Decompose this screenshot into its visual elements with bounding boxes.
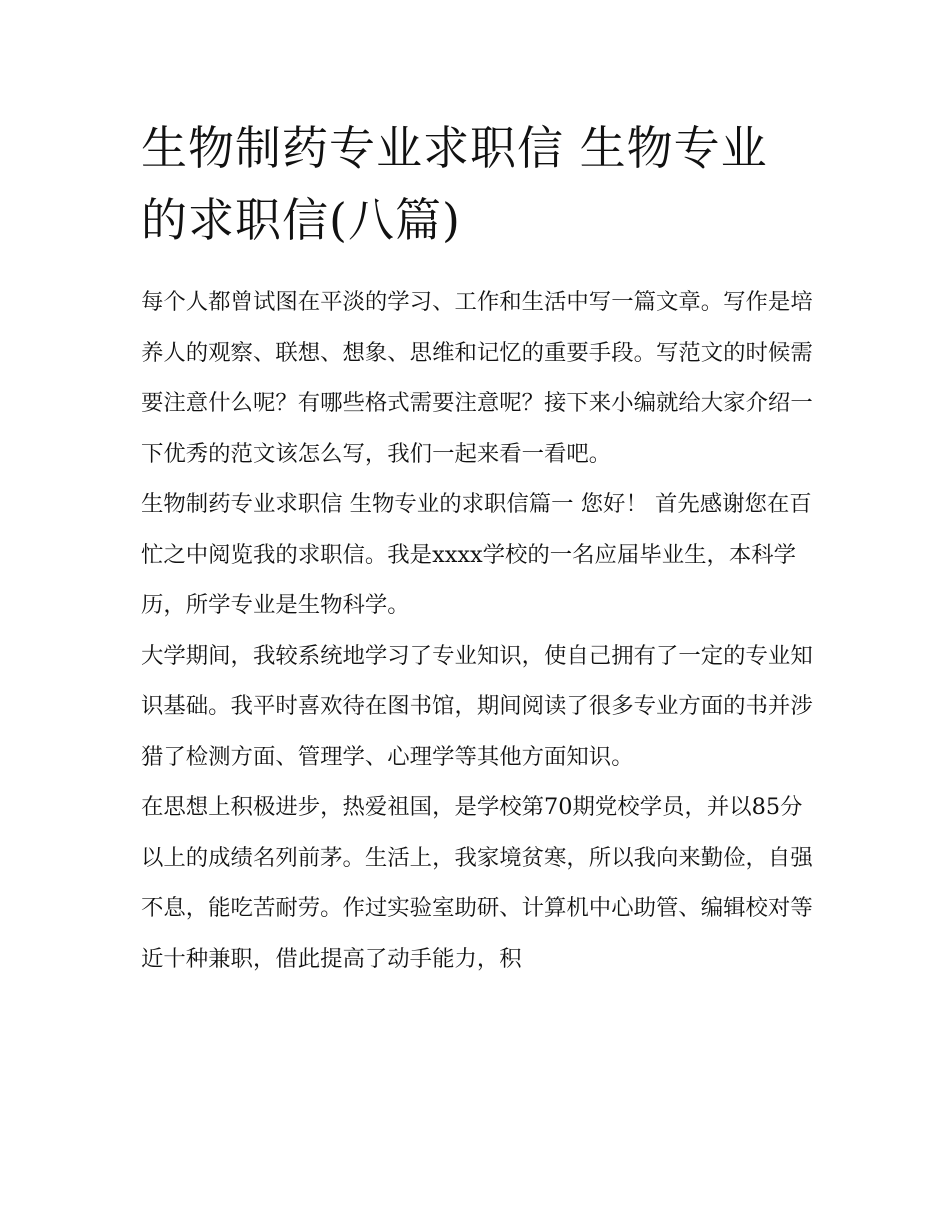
document-title: 生物制药专业求职信 生物专业的求职信(八篇) xyxy=(141,121,768,247)
paragraph-intro: 每个人都曾试图在平淡的学习、工作和生活中写一篇文章。写作是培养人的观察、联想、想象、思维和记忆的重要手段。写范文的时候需要注意什么呢？有哪些格式需要注意呢？接下来小编就给大家介绍一下优秀的范文该怎么写，我们一起来看一看吧。 xyxy=(141,289,813,467)
paragraph-character: 在思想上积极进步，热爱祖国，是学校第70期党校学员，并以85分以上的成绩名列前茅。生活上，我家境贫寒，所以我向来勤俭，自强不息，能吃苦耐劳。作过实验室助研、计算机中心助管、编辑校对等近十种兼职，借此提高了动手能力，积 xyxy=(141,794,813,972)
document-body xyxy=(141,112,813,984)
paragraph-study: 大学期间，我较系统地学习了专业知识，使自己拥有了一定的专业知识基础。我平时喜欢待在图书馆，期间阅读了很多专业方面的书并涉猎了检测方面、管理学、心理学等其他方面知识。 xyxy=(141,642,813,770)
paragraph-greeting: 生物制药专业求职信 生物专业的求职信篇一 您好！ 首先感谢您在百忙之中阅览我的求职信。我是xxxx学校的一名应届毕业生，本科学历，所学专业是生物科学。 xyxy=(141,491,812,618)
